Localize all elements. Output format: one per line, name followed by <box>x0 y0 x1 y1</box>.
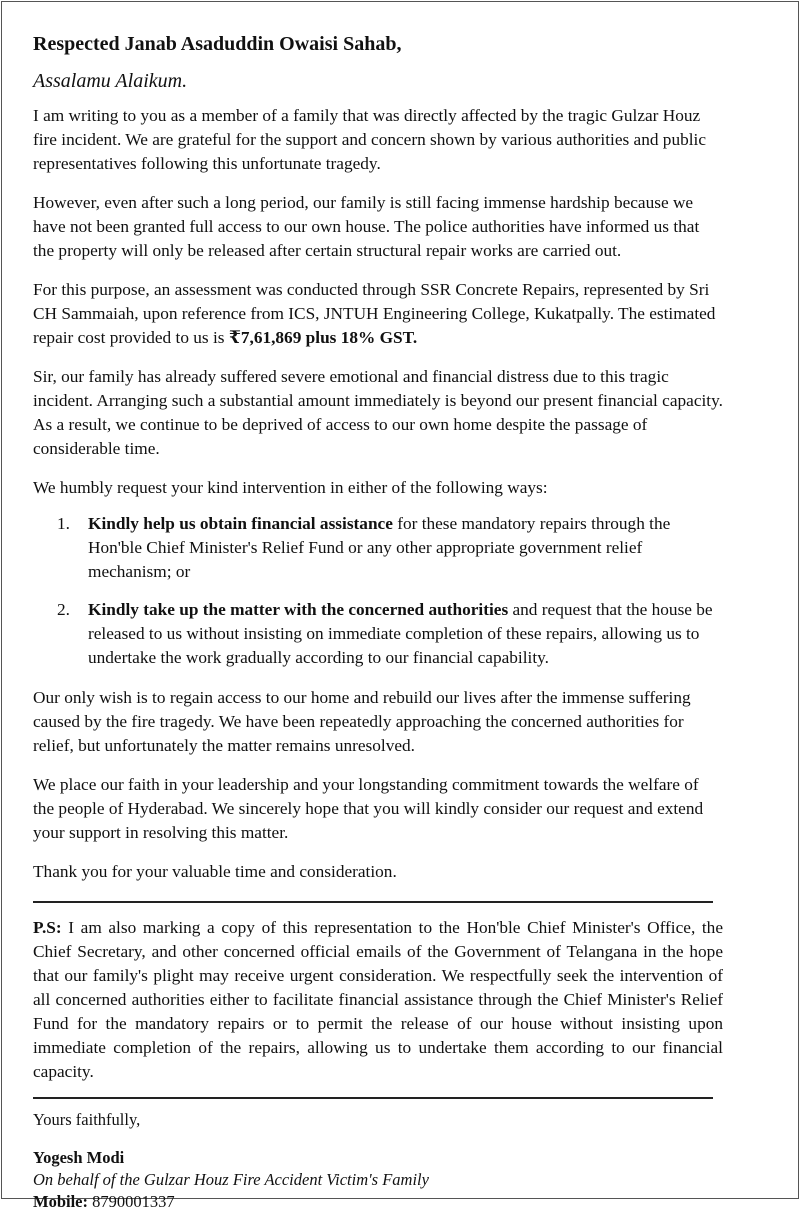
distress-paragraph: Sir, our family has already suffered severe emotional and financial distress due to this tragic incident. Arranging such a substantial amount immediately is beyond our present financial capacity. As a result, we continue to be deprived of access to our own home despite the passage of considerable time. <box>33 367 723 458</box>
wish-paragraph: Our only wish is to regain access to our home and rebuild our lives after the immense suffering caused by the fire tragedy. We have been repeatedly approaching the concerned authorities for relief, but unfortunately the matter remains unresolved. <box>33 688 691 755</box>
request-text: for these mandatory repairs through the Hon'ble Chief Minister's Relief Fund or any other appropriate government relief mechanism; or <box>88 514 671 581</box>
request-bold: Kindly help us obtain financial assistance <box>88 514 393 533</box>
signature-closing: Yours faithfully, <box>33 1110 141 1129</box>
request-item <box>33 512 723 584</box>
divider <box>33 901 713 903</box>
divider <box>33 1097 713 1099</box>
cost-paragraph <box>33 278 723 350</box>
request-list <box>33 512 723 670</box>
request-number: 1. <box>57 514 70 533</box>
request-number: 2. <box>57 600 70 619</box>
greeting: Assalamu Alaikum. <box>33 70 188 92</box>
request-item <box>33 598 723 670</box>
letter-body <box>33 30 723 1213</box>
signature-behalf: On behalf of the Gulzar Houz Fire Accident Victim's Family <box>33 1170 429 1189</box>
thanks-paragraph: Thank you for your valuable time and consideration. <box>33 862 397 881</box>
faith-paragraph: We place our faith in your leadership and your longstanding commitment towards the welfare of the people of Hyderabad. We sincerely hope that you will kindly consider our request and extend your support in resolving this matter. <box>33 775 704 842</box>
ps-paragraph <box>33 916 723 1084</box>
repair-cost-amount: ₹7,61,869 plus 18% GST. <box>228 328 418 347</box>
salutation: Respected Janab Asaduddin Owaisi Sahab, <box>33 33 402 55</box>
cost-paragraph-text: For this purpose, an assessment was conducted through SSR Concrete Repairs, represented by Sri CH Sammaiah, upon reference from ICS, JNTUH Engineering College, Kukatpally. The estimated repair cost provided to us is <box>33 280 716 347</box>
request-bold: Kindly take up the matter with the concerned authorities <box>88 600 509 619</box>
request-intro: We humbly request your kind intervention in either of the following ways: <box>33 478 548 497</box>
signature-name: Yogesh Modi <box>33 1148 125 1167</box>
letter-page <box>1 1 799 1211</box>
signature-mobile <box>33 1191 723 1213</box>
hardship-paragraph: However, even after such a long period, our family is still facing immense hardship because we have not been granted full access to our own house. The police authorities have informed us that the property will only be released after certain structural repair works are carried out. <box>33 193 700 260</box>
mobile-label: Mobile: <box>33 1192 88 1211</box>
mobile-number: 8790001337 <box>88 1192 175 1211</box>
intro-paragraph: I am writing to you as a member of a family that was directly affected by the tragic Gulzar Houz fire incident. We are grateful for the support and concern shown by various authorities and public representatives following this unfortunate tragedy. <box>33 106 707 173</box>
request-text: and request that the house be released to us without insisting on immediate completion of these repairs, allowing us to undertake the work gradually according to our financial capability. <box>88 600 713 667</box>
ps-label: P.S: <box>33 918 62 937</box>
ps-text: I am also marking a copy of this representation to the Hon'ble Chief Minister's Office, the Chief Secretary, and other concerned official emails of the Government of Telangana in the hope that our family's plight may receive urgent consideration. We respectfully seek the intervention of all concerned authorities either to facilitate financial assistance through the Chief Minister's Relief Fund for the mandatory repairs or to permit the release of our house without insisting upon immediate completion of the repairs, allowing us to undertake them according to our financial capacity. <box>33 918 723 1081</box>
